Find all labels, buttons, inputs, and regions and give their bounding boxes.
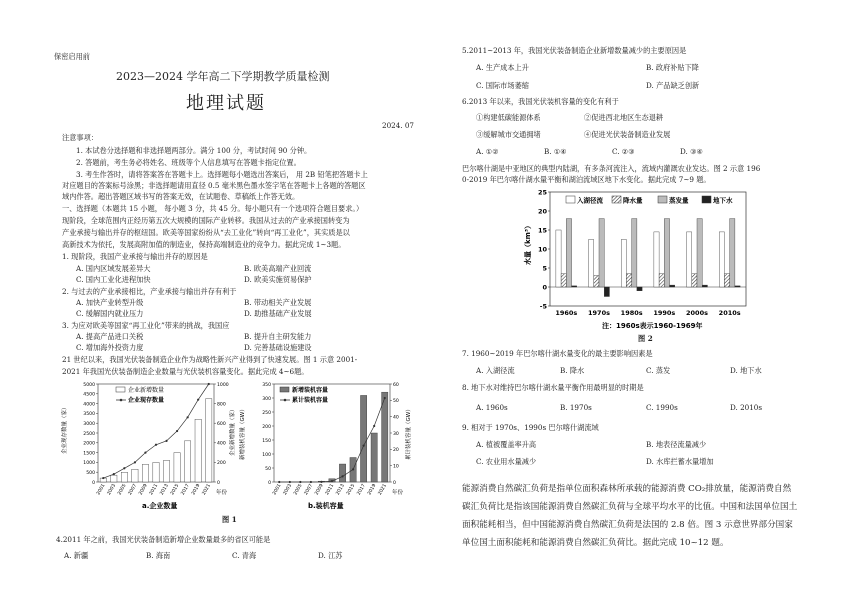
x-tick-label: 2011	[149, 483, 160, 497]
y-axis-label: 水量（km³）	[524, 221, 532, 265]
bar-2021	[206, 399, 212, 482]
q3-option-b[interactable]: B. 提升自主研发能力	[244, 332, 312, 341]
q7-option-b[interactable]: B. 降水	[560, 366, 585, 375]
legend-bar-swatch	[116, 387, 125, 392]
q5-option-b[interactable]: B. 政府补贴下降	[646, 63, 699, 72]
y-tick-label: 10	[537, 245, 547, 254]
bar-蒸发量-1990s	[664, 219, 669, 287]
line-point-2021	[384, 397, 386, 399]
q5-option-c[interactable]: C. 国际市场萎缩	[476, 81, 529, 90]
figure1b-chart	[236, 378, 416, 512]
q8-option-b[interactable]: B. 1970s	[560, 403, 592, 412]
passage-line: 0-2019 年巴尔喀什湖水量平衡和湖泊流域区地下水变化。据此完成 7~9 题。	[462, 175, 711, 184]
x-tick-label: 1970s	[588, 309, 610, 317]
y-tick-label-left: 250	[262, 410, 271, 416]
bar-2013	[339, 464, 345, 482]
q4-option-d[interactable]: D. 江苏	[318, 551, 343, 560]
y-tick-label-left: 500	[86, 471, 95, 476]
line-point-2015	[352, 468, 354, 470]
y-tick-label-left: 2500	[83, 431, 95, 437]
x-tick-label: 2010s	[718, 309, 741, 317]
note-line: 2. 答题前，考生务必将姓名、班级等个人信息填写在答题卡指定位置。	[76, 158, 301, 167]
bar-2009	[142, 464, 148, 482]
q1-option-b[interactable]: B. 欧美高端产业回流	[244, 264, 312, 273]
q1-option-a[interactable]: A. 国内区域发展差异大	[76, 264, 151, 273]
figure1b-subtitle: b.装机容量	[308, 502, 344, 510]
y-tick-label: 5	[542, 264, 547, 273]
bar-2017	[360, 395, 366, 482]
legend-label: 降水量	[623, 196, 643, 205]
line-point-2003	[289, 481, 291, 483]
passage-line: 单位国土面积能耗和能源消费自然碳汇负荷比。据此完成 10~12 题。	[462, 538, 729, 548]
q4-option-b[interactable]: B. 海南	[146, 551, 171, 560]
line-point-2011	[331, 480, 333, 482]
y-axis-label-left: 新增装机容量（GW）	[240, 406, 246, 460]
bar-降水量-2000s	[692, 274, 697, 287]
x-tick-label: 2011	[325, 483, 336, 497]
line-point-2005	[299, 481, 301, 483]
y-tick-label-right: 400	[217, 441, 226, 447]
q2-option-b[interactable]: B. 带动相关产业发展	[244, 298, 312, 307]
y-tick-label: 20	[537, 207, 547, 216]
bar-蒸发量-2010s	[730, 219, 735, 287]
q8-option-a[interactable]: A. 1960s	[476, 403, 508, 412]
bar-蒸发量-1960s	[566, 219, 571, 287]
line-point-2011	[155, 444, 157, 446]
passage-line: 面积能耗相当，但中国能源消费自然碳汇负荷是法国的 2.8 倍。图 3 示意世界部分国家	[462, 520, 793, 530]
y-tick-label-left: 100	[262, 452, 271, 458]
bar-2003	[111, 475, 117, 482]
y-axis-label-right: 累计装机容量（GW）	[406, 406, 412, 460]
q5-stem: 5.2011~2013 年，我国光伏装备制造企业新增数量减少的主要原因是	[462, 46, 687, 55]
x-tick-label: 2000s	[686, 309, 708, 317]
passage-line: 高新技术为依托，发展高附加值的制造业，保持高端制造业的竞争力。据此完成 1~3题。	[62, 240, 346, 249]
line-point-2007	[134, 461, 136, 463]
passage-line: 21 世纪以来，我国光伏装备制造企业作为战略性新兴产业得到了快速发展。图 1 示意 2001-	[62, 355, 358, 364]
bar-2007	[132, 469, 138, 482]
y-tick-label-left: 50	[265, 466, 271, 472]
y-tick-label: 0	[542, 283, 547, 292]
q6-option-a[interactable]: A. ①②	[476, 147, 499, 156]
bar-入湖径流-2000s	[687, 232, 692, 287]
figure1a-subtitle: a.企业数量	[142, 502, 178, 510]
y-tick-label-left: 3000	[83, 422, 95, 427]
y-tick-label-left: 150	[262, 438, 271, 444]
q7-stem: 7. 1960~2019 年巴尔喀什湖水量变化的最主要影响因素是	[462, 349, 653, 358]
bar-地下水-2000s	[702, 285, 707, 287]
x-tick-label: 2013	[159, 483, 170, 497]
bar-地下水-1960s	[572, 286, 577, 287]
q7-option-a[interactable]: A. 入湖径流	[476, 366, 515, 375]
q8-option-d[interactable]: D. 2010s	[730, 403, 763, 412]
q9-option-b[interactable]: B. 地表径流量减少	[646, 440, 707, 449]
y-axis-label-left: 企业现存数量（家）	[62, 404, 68, 454]
q2-option-a[interactable]: A. 加快产业转型升级	[76, 298, 144, 307]
x-tick-label: 2007	[303, 483, 315, 497]
q2-option-d[interactable]: D. 助推基础产业发展	[244, 309, 312, 318]
line-point-2009	[320, 481, 322, 483]
y-tick-label-left: 0	[92, 480, 95, 486]
y-tick-label-right: 200	[217, 461, 226, 467]
legend-swatch	[658, 196, 667, 203]
x-tick-label: 1980s	[620, 309, 643, 317]
y-tick-label-left: 3500	[83, 412, 95, 418]
x-tick-label: 2001	[272, 483, 283, 497]
figure2-caption: 图 2	[638, 334, 653, 343]
line-point-2015	[176, 430, 178, 432]
q3-option-a[interactable]: A. 提高产品进口关税	[76, 332, 144, 341]
y-tick-label: 25	[537, 188, 547, 197]
q6-item-2: ②促进西北地区生态退耕	[584, 113, 664, 122]
y-tick-label-right: 0	[393, 480, 396, 486]
line-point-2003	[113, 473, 115, 475]
q9-option-d[interactable]: D. 水库拦蓄水量增加	[646, 457, 714, 466]
bar-降水量-1980s	[626, 274, 631, 287]
y-tick-label-left: 300	[262, 396, 271, 402]
line-point-2001	[278, 481, 280, 483]
x-tick-label: 1960s	[555, 309, 578, 317]
bar-入湖径流-2010s	[719, 232, 724, 287]
line-point-2013	[165, 440, 167, 442]
line-point-2017	[363, 445, 365, 447]
bar-地下水-1980s	[637, 287, 642, 291]
y-tick-label-left: 350	[262, 382, 271, 388]
bar-2019	[195, 419, 201, 482]
figure2-chart	[520, 187, 760, 337]
y-tick-label-left: 1500	[83, 451, 95, 457]
bar-地下水-2010s	[735, 286, 740, 287]
bar-2017	[184, 441, 190, 482]
line-point-2019	[373, 425, 375, 427]
bar-2021	[382, 392, 388, 482]
x-tick-label: 2019	[191, 483, 202, 497]
bar-地下水-1990s	[670, 285, 675, 287]
exam-title: 2023—2024 学年高二下学期教学质量检测	[116, 70, 330, 83]
x-tick-label: 2009	[314, 483, 325, 497]
passage-line: 2021 年我国光伏装备制造企业数量与光伏装机容量变化。据此完成 4~6题。	[62, 367, 309, 376]
bar-入湖径流-1970s	[589, 240, 594, 288]
y-tick-label-left: 2000	[83, 441, 95, 447]
legend-line-label: 企业现存数量	[128, 397, 165, 404]
q3-option-c[interactable]: C. 增加海外投资力度	[76, 343, 144, 352]
y-tick-label-right: 50	[393, 399, 399, 405]
line-point-2017	[187, 416, 189, 418]
bar-蒸发量-1970s	[599, 219, 604, 287]
legend-label: 地下水	[713, 196, 733, 205]
q4-option-a[interactable]: A. 新疆	[64, 551, 89, 560]
q6-item-4: ④促进光伏装备制造业发展	[584, 130, 671, 139]
note-line: 域内作答。超出答题区域书写的答案无效，在试题卷、草稿纸上作答无效。	[62, 192, 300, 201]
right-column	[430, 0, 860, 608]
q5-option-a[interactable]: A. 生产成本上升	[476, 63, 529, 72]
line-point-2013	[341, 475, 343, 477]
y-tick-label-left: 1000	[83, 461, 95, 467]
y-tick-label-left: 200	[262, 424, 271, 430]
bar-蒸发量-1980s	[632, 219, 637, 287]
bar-蒸发量-2000s	[697, 219, 702, 287]
bar-入湖径流-1980s	[621, 240, 626, 288]
y-tick-label-right: 800	[217, 402, 226, 408]
bar-降水量-1970s	[594, 276, 599, 287]
y-tick-label-right: 20	[393, 448, 399, 454]
y-tick-label-right: 600	[217, 422, 226, 427]
x-tick-label: 2017	[356, 483, 367, 497]
q6-option-c[interactable]: C. ②③	[612, 147, 635, 156]
x-tick-label: 2003	[106, 483, 118, 497]
line-point-2005	[123, 467, 125, 469]
x-tick-label: 2007	[127, 483, 139, 497]
bar-降水量-1960s	[561, 274, 566, 287]
x-tick-label: 2021	[377, 483, 388, 497]
secret-label: 保密启用前	[54, 52, 90, 61]
x-axis-unit: 年份	[216, 490, 228, 496]
line-point-2009	[144, 452, 146, 454]
q6-item-1: ①构建低碳能源体系	[476, 113, 541, 122]
notes-heading: 注意事项：	[62, 133, 98, 142]
y-tick-label-left: 4500	[83, 392, 95, 398]
q6-stem: 6.2013 年以来，我国光伏装机容量的变化有利于	[462, 97, 619, 106]
q2-stem: 2. 与过去的产业承接相比，产业承接与输出并存有利于	[62, 287, 237, 296]
section-heading: 一、选择题（本题共 15 小题， 每小题 3 分，共 45 分。每小题只有一个选项符合题目要求。）	[62, 204, 364, 213]
passage-line: 现阶段，全球范围内正经历第五次大规模的国际产业转移。我国从过去的产业承接国转变为	[62, 216, 350, 225]
exam-date: 2024. 07	[382, 121, 415, 130]
y-tick-label-right: 30	[393, 431, 399, 437]
note-line: 1. 本试卷分选择题和非选择题两部分。满分 100 分，考试时间 90 分钟。	[76, 146, 312, 155]
y-tick-label: -5	[539, 302, 547, 311]
q1-option-d[interactable]: D. 欧美实施贸易保护	[244, 275, 312, 284]
x-tick-label: 2009	[138, 483, 149, 497]
y-tick-label-left: 0	[268, 480, 271, 486]
line-point-2021	[208, 383, 210, 385]
legend-swatch	[612, 196, 621, 203]
x-tick-label: 2017	[180, 483, 191, 497]
line-series	[279, 398, 384, 482]
q5-option-d[interactable]: D. 产品缺乏创新	[646, 81, 700, 90]
legend-line-label: 累计装机容量	[292, 397, 329, 404]
y-axis-label-right: 企业新增数量（家）	[230, 406, 236, 456]
q3-stem: 3. 为应对欧美等国家“再工业化”带来的挑战，我国应	[62, 321, 230, 330]
bar-2005	[121, 472, 127, 482]
q6-option-b[interactable]: B. ①④	[544, 147, 567, 156]
x-tick-label: 2021	[201, 483, 212, 497]
bar-2015	[174, 453, 180, 482]
q3-option-d[interactable]: D. 完善基础设施建设	[244, 343, 312, 352]
y-tick-label-right: 1000	[217, 382, 229, 388]
note-line: 对应题目的答案标号涂黑；非选择题请用直径 0.5 毫米黑色墨水签字笔在答题卡上各题的答题区	[62, 181, 366, 190]
passage-line: 碳汇负荷比是指该国能源消费自然碳汇负荷与全球平均水平的比值。中国和法国单位国土	[462, 502, 798, 512]
x-tick-label: 2005	[293, 483, 304, 497]
figure1-caption: 图 1	[222, 515, 237, 524]
passage-line: 产业承接与输出并存的枢纽国。欧美等国家纷纷从“去工业化”转向“再工业化”，其实质是以	[62, 228, 350, 237]
q8-option-c[interactable]: C. 1990s	[646, 403, 678, 412]
legend-bar-swatch	[280, 387, 289, 392]
q4-option-c[interactable]: C. 青海	[232, 551, 257, 560]
bar-入湖径流-1990s	[654, 232, 659, 287]
legend-swatch	[702, 196, 711, 203]
y-tick-label-right: 60	[393, 382, 399, 388]
figure1a-chart	[58, 378, 238, 512]
x-tick-label: 2001	[96, 483, 107, 497]
y-tick-label: 15	[537, 226, 547, 235]
q9-option-c[interactable]: C. 农业用水量减少	[476, 457, 537, 466]
x-tick-label: 2005	[117, 483, 128, 497]
q6-option-d[interactable]: D. ③④	[680, 147, 703, 156]
q9-stem: 9. 相对于 1970s、1990s 巴尔喀什湖流域	[462, 423, 599, 432]
q1-option-c[interactable]: C. 国内工业化进程加快	[76, 275, 151, 284]
x-tick-label: 2003	[282, 483, 294, 497]
q6-item-3: ③缓解城市交通拥堵	[476, 130, 541, 139]
bar-降水量-2010s	[724, 274, 729, 287]
x-tick-label: 2015	[346, 483, 357, 497]
line-point-2019	[197, 399, 199, 401]
x-tick-label: 2013	[335, 483, 346, 497]
q9-option-a[interactable]: A. 植被覆盖率升高	[476, 440, 537, 449]
figure2-note: 注：1960s表示1960-1969年	[602, 322, 703, 330]
x-tick-label: 1990s	[653, 309, 676, 317]
q1-stem: 1. 现阶段，我国产业承接与输出并存的原因是	[62, 252, 208, 261]
note-line: 3. 考生作答时，请将答案答在答题卡上。选择题每小题选出答案后， 用 2B 铅笔把答题卡上	[76, 170, 368, 179]
x-axis-unit: 年份	[392, 490, 404, 496]
legend-line-marker	[120, 399, 123, 402]
q8-stem: 8. 地下水对维持巴尔喀什湖水量平衡作用最明显的时期是	[462, 383, 644, 392]
y-tick-label-right: 0	[217, 480, 220, 486]
legend-label: 入湖径流	[577, 196, 603, 205]
q4-stem: 4.2011 年之前，我国光伏装备制造新增企业数量最多的省区可能是	[56, 535, 271, 544]
bar-2011	[153, 462, 159, 482]
y-tick-label-left: 4000	[83, 402, 95, 408]
passage-line: 巴尔喀什湖是中亚地区的典型内陆湖，有多条河流注入，流域内灌溉农业发达。图 2 示意 196	[462, 164, 761, 173]
legend-bar-label: 新增装机容量	[292, 387, 329, 394]
legend-swatch	[566, 196, 575, 203]
q7-option-c[interactable]: C. 蒸发	[646, 366, 671, 375]
bar-入湖径流-1960s	[556, 230, 561, 287]
y-tick-label-right: 40	[393, 415, 399, 421]
plot-frame	[550, 192, 746, 306]
passage-line: 能源消费自然碳汇负荷是指单位面积森林所承载的能源消费 CO₂排放量，能源消费自然	[462, 484, 792, 494]
legend-line-marker	[284, 399, 287, 402]
legend-label: 蒸发量	[669, 196, 689, 205]
x-tick-label: 2019	[367, 483, 378, 497]
bar-降水量-1990s	[659, 274, 664, 287]
bar-2019	[371, 433, 377, 482]
bar-2013	[163, 460, 169, 482]
page-title: 地理试题	[186, 93, 266, 114]
line-point-2007	[310, 481, 312, 483]
x-tick-label: 2015	[170, 483, 181, 497]
line-point-2001	[102, 477, 104, 479]
bar-地下水-1970s	[604, 287, 609, 297]
q2-option-c[interactable]: C. 缓解国内就业压力	[76, 309, 144, 318]
legend-bar-label: 企业新增数量	[128, 387, 165, 394]
y-tick-label-left: 5000	[83, 382, 95, 388]
q7-option-d[interactable]: D. 地下水	[730, 366, 762, 375]
y-tick-label-right: 10	[393, 464, 399, 470]
